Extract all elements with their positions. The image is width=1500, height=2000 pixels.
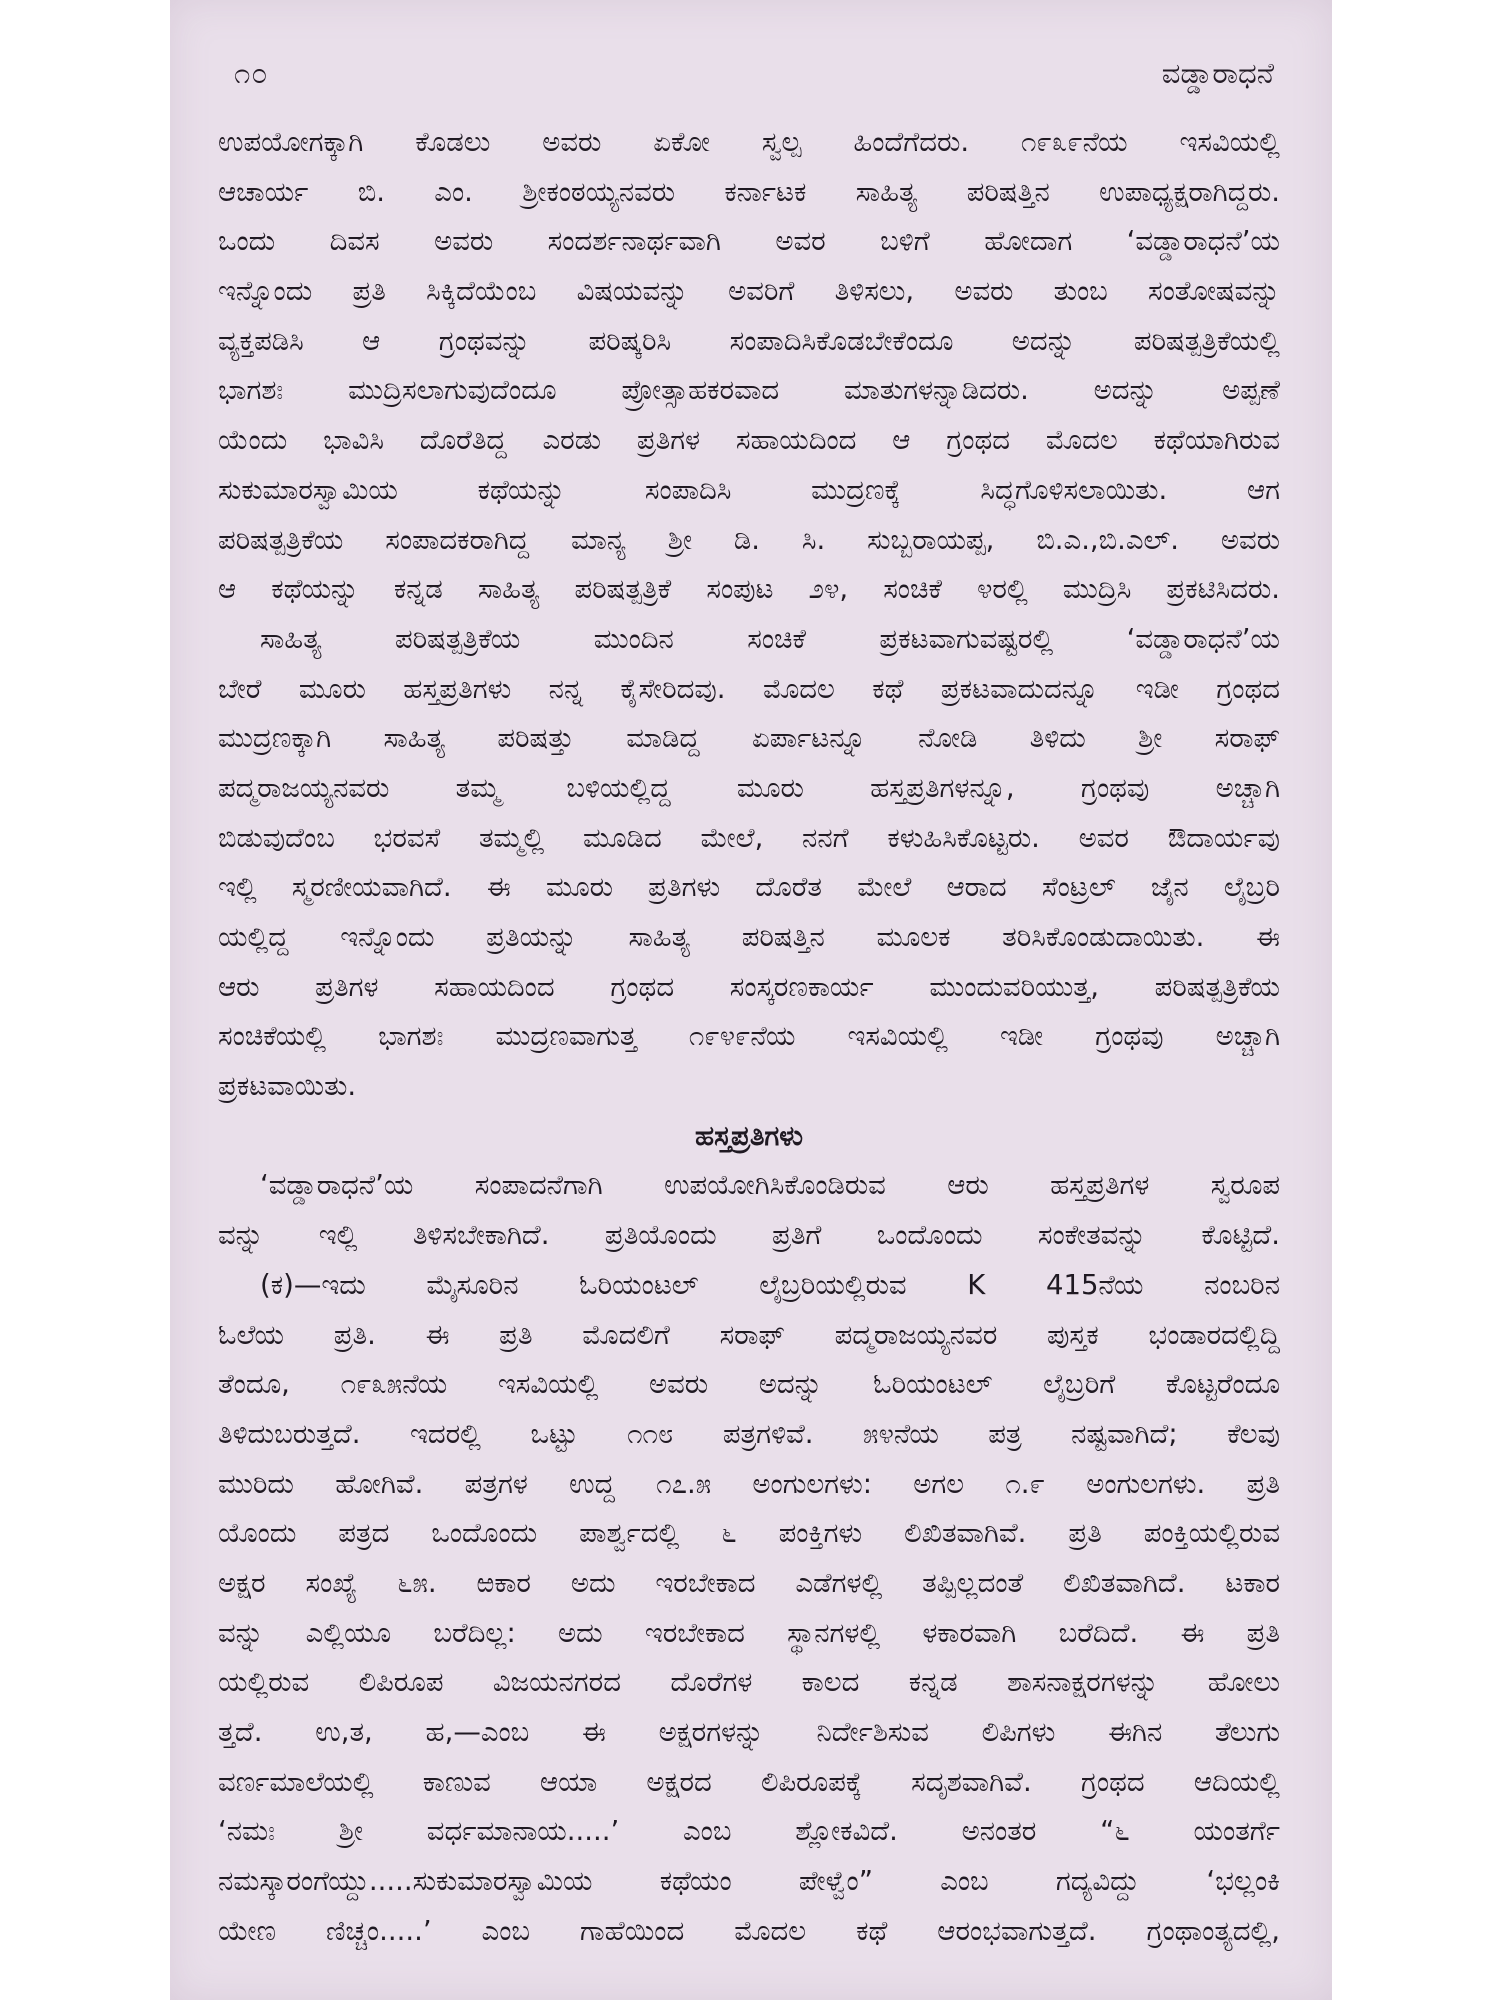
text-line: ಅಕ್ಷರ ಸಂಖ್ಯೆ ೬೫. ಱಕಾರ ಅದು ಇರಬೇಕಾದ ಎಡೆಗಳಲ್ಲಿ ತಪ್ಪಿಲ್ಲದಂತೆ ಲಿಖಿತವಾಗಿದೆ. ಟಕಾರ [218, 1566, 1280, 1599]
text-line: ಆ ಕಥೆಯನ್ನು ಕನ್ನಡ ಸಾಹಿತ್ಯ ಪರಿಷತ್ಪತ್ರಿಕೆ ಸಂಪುಟ ೨೪, ಸಂಚಿಕೆ ೪ರಲ್ಲಿ ಮುದ್ರಿಸಿ ಪ್ರಕಟಿಸಿದರು. [218, 573, 1280, 606]
page-number: ೧೦ [234, 56, 269, 90]
text-line: ‘ವಡ್ಡಾರಾಧನೆ’ಯ ಸಂಪಾದನೆಗಾಗಿ ಉಪಯೋಗಿಸಿಕೊಂಡಿರುವ ಆರು ಹಸ್ತಪ್ರತಿಗಳ ಸ್ವರೂಪ [260, 1169, 1280, 1202]
text-line: ಒಂದು ದಿವಸ ಅವರು ಸಂದರ್ಶನಾರ್ಥವಾಗಿ ಅವರ ಬಳಿಗೆ ಹೋದಾಗ ‘ವಡ್ಡಾರಾಧನೆ’ಯ [218, 225, 1280, 258]
text-line: ಸಂಚಿಕೆಯಲ್ಲಿ ಭಾಗಶಃ ಮುದ್ರಣವಾಗುತ್ತ ೧೯೪೯ನೆಯ ಇಸವಿಯಲ್ಲಿ ಇಡೀ ಗ್ರಂಥವು ಅಚ್ಚಾಗಿ [218, 1020, 1280, 1053]
text-line: ಪರಿಷತ್ಪತ್ರಿಕೆಯ ಸಂಪಾದಕರಾಗಿದ್ದ ಮಾನ್ಯ ಶ್ರೀ ಡಿ. ಸಿ. ಸುಬ್ಬರಾಯಪ್ಪ, ಬಿ.ಎ.,ಬಿ.ಎಲ್. ಅವರು [218, 523, 1280, 556]
text-line: ತೆಂದೂ, ೧೯೩೫ನೆಯ ಇಸವಿಯಲ್ಲಿ ಅವರು ಅದನ್ನು ಓರಿಯಂಟಲ್ ಲೈಬ್ರರಿಗೆ ಕೊಟ್ಟರೆಂದೂ [218, 1368, 1280, 1401]
text-line: ‘ನಮಃ ಶ್ರೀ ವರ್ಧಮಾನಾಯ.....’ ಎಂಬ ಶ್ಲೋಕವಿದೆ. ಅನಂತರ “೬ ಯಂತರ್ಗೆ [218, 1815, 1280, 1848]
body-text [218, 118, 1280, 1956]
section-heading: ಹಸ್ತಪ್ರತಿಗಳು [695, 1119, 803, 1152]
text-line: ಮುರಿದು ಹೋಗಿವೆ. ಪತ್ರಗಳ ಉದ್ದ ೧೭.೫ ಅಂಗುಲಗಳು: ಅಗಲ ೧.೯ ಅಂಗುಲಗಳು. ಪ್ರತಿ [218, 1467, 1280, 1500]
text-line: ಭಾಗಶಃ ಮುದ್ರಿಸಲಾಗುವುದೆಂದೂ ಪ್ರೋತ್ಸಾಹಕರವಾದ ಮಾತುಗಳನ್ನಾಡಿದರು. ಅದನ್ನು ಅಪ್ಪಣೆ [218, 374, 1280, 407]
text-line: ತಿಳಿದುಬರುತ್ತದೆ. ಇದರಲ್ಲಿ ಒಟ್ಟು ೧೧೮ ಪತ್ರಗಳಿವೆ. ೫೪ನೆಯ ಪತ್ರ ನಷ್ಟವಾಗಿದೆ; ಕೆಲವು [218, 1417, 1280, 1450]
text-line: (ಕ)—ಇದು ಮೈಸೂರಿನ ಓರಿಯಂಟಲ್ ಲೈಬ್ರರಿಯಲ್ಲಿರುವ K 415ನೆಯ ನಂಬರಿನ [260, 1268, 1280, 1301]
text-line: ಬೇರೆ ಮೂರು ಹಸ್ತಪ್ರತಿಗಳು ನನ್ನ ಕೈಸೇರಿದವು. ಮೊದಲ ಕಥೆ ಪ್ರಕಟವಾದುದನ್ನೂ ಇಡೀ ಗ್ರಂಥದ [218, 672, 1280, 705]
text-line: ಯಲ್ಲಿದ್ದ ಇನ್ನೊಂದು ಪ್ರತಿಯನ್ನು ಸಾಹಿತ್ಯ ಪರಿಷತ್ತಿನ ಮೂಲಕ ತರಿಸಿಕೊಂಡುದಾಯಿತು. ಈ [218, 921, 1280, 953]
text-line: ಆರು ಪ್ರತಿಗಳ ಸಹಾಯದಿಂದ ಗ್ರಂಥದ ಸಂಸ್ಕರಣಕಾರ್ಯ ಮುಂದುವರಿಯುತ್ತ, ಪರಿಷತ್ಪತ್ರಿಕೆಯ [218, 970, 1280, 1003]
text-line: ಮುದ್ರಣಕ್ಕಾಗಿ ಸಾಹಿತ್ಯ ಪರಿಷತ್ತು ಮಾಡಿದ್ದ ಏರ್ಪಾಟನ್ನೂ ನೋಡಿ ತಿಳಿದು ಶ್ರೀ ಸರಾಫ್ [218, 722, 1280, 755]
text-line: ಆಚಾರ್ಯ ಬಿ. ಎಂ. ಶ್ರೀಕಂಠಯ್ಯನವರು ಕರ್ನಾಟಕ ಸಾಹಿತ್ಯ ಪರಿಷತ್ತಿನ ಉಪಾಧ್ಯಕ್ಷರಾಗಿದ್ದರು. [218, 175, 1280, 208]
text-line: ವನ್ನು ಎಲ್ಲಿಯೂ ಬರೆದಿಲ್ಲ: ಅದು ಇರಬೇಕಾದ ಸ್ಥಾನಗಳಲ್ಲಿ ಳಕಾರವಾಗಿ ಬರೆದಿದೆ. ಈ ಪ್ರತಿ [218, 1616, 1280, 1649]
text-line: ಇಲ್ಲಿ ಸ್ಮರಣೀಯವಾಗಿದೆ. ಈ ಮೂರು ಪ್ರತಿಗಳು ದೊರೆತ ಮೇಲೆ ಆರಾದ ಸೆಂಟ್ರಲ್ ಜೈನ ಲೈಬ್ರರಿ [218, 871, 1280, 904]
scanned-page [170, 0, 1332, 2000]
text-line: ಸುಕುಮಾರಸ್ವಾಮಿಯ ಕಥೆಯನ್ನು ಸಂಪಾದಿಸಿ ಮುದ್ರಣಕ್ಕೆ ಸಿದ್ಧಗೊಳಿಸಲಾಯಿತು. ಆಗ [218, 473, 1280, 506]
text-line: ಬಿಡುವುದೆಂಬ ಭರವಸೆ ತಮ್ಮಲ್ಲಿ ಮೂಡಿದ ಮೇಲೆ, ನನಗೆ ಕಳುಹಿಸಿಕೊಟ್ಟರು. ಅವರ ಔದಾರ್ಯವು [218, 821, 1280, 854]
text-line: ವನ್ನು ಇಲ್ಲಿ ತಿಳಿಸಬೇಕಾಗಿದೆ. ಪ್ರತಿಯೊಂದು ಪ್ರತಿಗೆ ಒಂದೊಂದು ಸಂಕೇತವನ್ನು ಕೊಟ್ಟಿದೆ. [218, 1219, 1280, 1252]
text-line: ನಮಸ್ಕಾರಂಗೆಯ್ದು.....ಸುಕುಮಾರಸ್ವಾಮಿಯ ಕಥೆಯಂ ಪೇಳ್ವೆಂ” ಎಂಬ ಗದ್ಯವಿದ್ದು ‘ಭಲ್ಲಂಕಿ [218, 1865, 1280, 1898]
text-line: ಸಾಹಿತ್ಯ ಪರಿಷತ್ಪತ್ರಿಕೆಯ ಮುಂದಿನ ಸಂಚಿಕೆ ಪ್ರಕಟವಾಗುವಷ್ಟರಲ್ಲಿ ‘ವಡ್ಡಾರಾಧನೆ’ಯ [260, 622, 1280, 655]
text-line: ಇನ್ನೊಂದು ಪ್ರತಿ ಸಿಕ್ಕಿದೆಯೆಂಬ ವಿಷಯವನ್ನು ಅವರಿಗೆ ತಿಳಿಸಲು, ಅವರು ತುಂಬ ಸಂತೋಷವನ್ನು [218, 275, 1280, 308]
text-line: ವರ್ಣಮಾಲೆಯಲ್ಲಿ ಕಾಣುವ ಆಯಾ ಅಕ್ಷರದ ಲಿಪಿರೂಪಕ್ಕೆ ಸದೃಶವಾಗಿವೆ. ಗ್ರಂಥದ ಆದಿಯಲ್ಲಿ [218, 1765, 1280, 1798]
text-line: ಯೊಂದು ಪತ್ರದ ಒಂದೊಂದು ಪಾರ್ಶ್ವದಲ್ಲಿ ೬ ಪಂಕ್ತಿಗಳು ಲಿಖಿತವಾಗಿವೆ. ಪ್ರತಿ ಪಂಕ್ತಿಯಲ್ಲಿರುವ [218, 1517, 1280, 1550]
page-header [234, 56, 1274, 96]
text-line: ಪದ್ಮರಾಜಯ್ಯನವರು ತಮ್ಮ ಬಳಿಯಲ್ಲಿದ್ದ ಮೂರು ಹಸ್ತಪ್ರತಿಗಳನ್ನೂ, ಗ್ರಂಥವು ಅಚ್ಚಾಗಿ [218, 771, 1280, 804]
text-line: ಯೆಂದು ಭಾವಿಸಿ ದೊರೆತಿದ್ದ ಎರಡು ಪ್ರತಿಗಳ ಸಹಾಯದಿಂದ ಆ ಗ್ರಂಥದ ಮೊದಲ ಕಥೆಯಾಗಿರುವ [218, 424, 1280, 457]
text-line: ತ್ತದೆ. ಉ,ತ, ಹ,—ಎಂಬ ಈ ಅಕ್ಷರಗಳನ್ನು ನಿರ್ದೇಶಿಸುವ ಲಿಪಿಗಳು ಈಗಿನ ತೆಲುಗು [218, 1716, 1280, 1748]
text-line: ವ್ಯಕ್ತಪಡಿಸಿ ಆ ಗ್ರಂಥವನ್ನು ಪರಿಷ್ಕರಿಸಿ ಸಂಪಾದಿಸಿಕೊಡಬೇಕೆಂದೂ ಅದನ್ನು ಪರಿಷತ್ಪತ್ರಿಕೆಯಲ್ಲಿ [218, 324, 1280, 357]
text-line: ಓಲೆಯ ಪ್ರತಿ. ಈ ಪ್ರತಿ ಮೊದಲಿಗೆ ಸರಾಫ್ ಪದ್ಮರಾಜಯ್ಯನವರ ಪುಸ್ತಕ ಭಂಡಾರದಲ್ಲಿದ್ದಿ [218, 1318, 1280, 1351]
text-line: ಯೇಣ ಣಿಚ್ಚಂ.....’ ಎಂಬ ಗಾಹೆಯಿಂದ ಮೊದಲ ಕಥೆ ಆರಂಭವಾಗುತ್ತದೆ. ಗ್ರಂಥಾಂತ್ಯದಲ್ಲಿ, [218, 1914, 1280, 1947]
running-title: ವಡ್ಡಾರಾಧನೆ [1161, 56, 1274, 90]
text-line: ಉಪಯೋಗಕ್ಕಾಗಿ ಕೊಡಲು ಅವರು ಏಕೋ ಸ್ವಲ್ಪ ಹಿಂದೆಗೆದರು. ೧೯೩೯ನೆಯ ಇಸವಿಯಲ್ಲಿ [218, 126, 1280, 158]
text-line: ಪ್ರಕಟವಾಯಿತು. [218, 1070, 357, 1103]
text-line: ಯಲ್ಲಿರುವ ಲಿಪಿರೂಪ ವಿಜಯನಗರದ ದೊರೆಗಳ ಕಾಲದ ಕನ್ನಡ ಶಾಸನಾಕ್ಷರಗಳನ್ನು ಹೋಲು [218, 1666, 1280, 1699]
